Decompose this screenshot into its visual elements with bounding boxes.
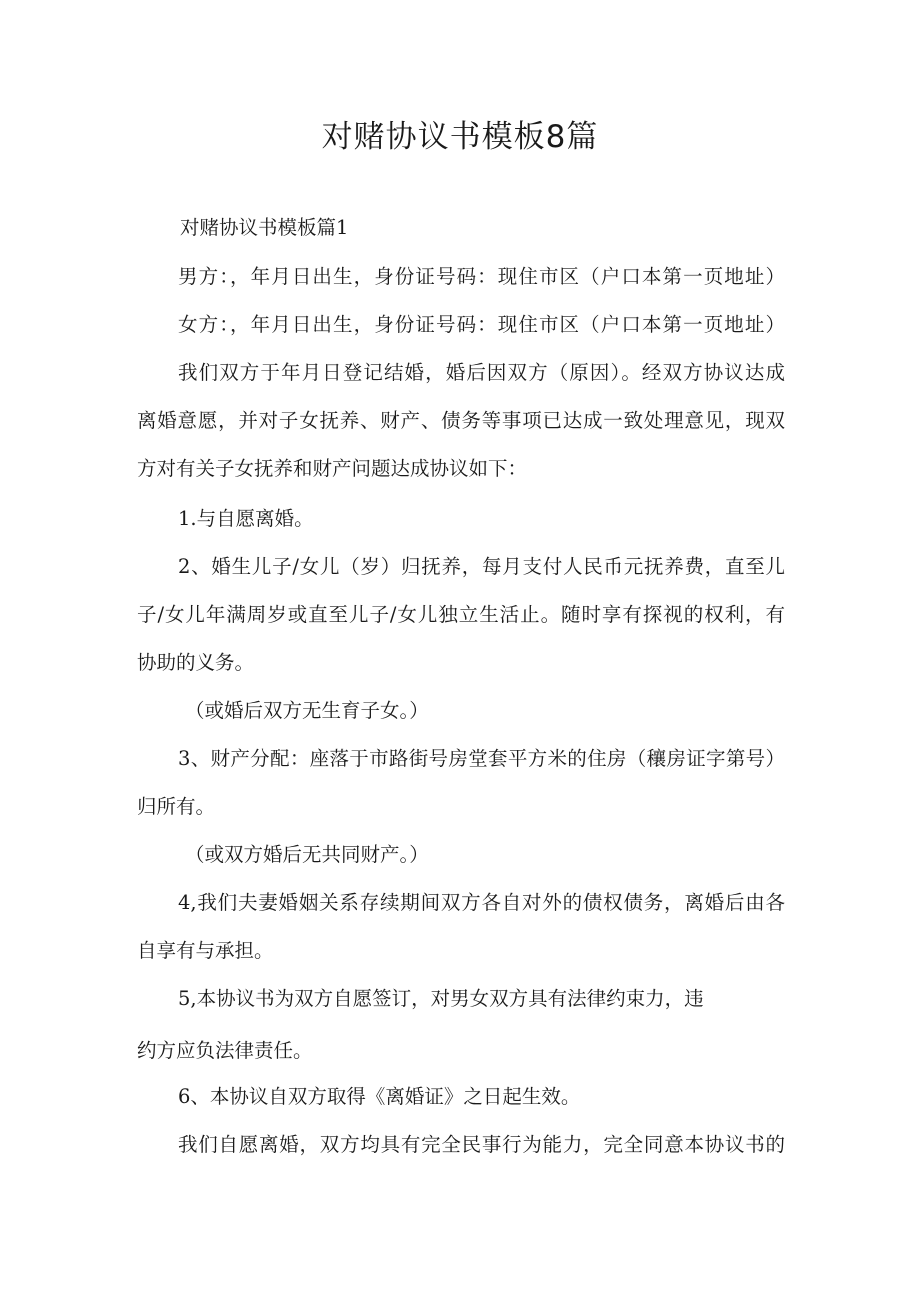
section-heading: 对赌协议书模板篇1: [180, 216, 349, 239]
paragraph-line: 我们自愿离婚，双方均具有完全民事行为能力，完全同意本协议书的: [178, 1133, 785, 1156]
clause-4: 4,我们夫妻婚姻关系存续期间双方各自对外的债权债务，离婚后由各: [178, 891, 785, 914]
paragraph-line: 约方应负法律责任。: [137, 1039, 313, 1062]
female-party-line: 女方：，年月日出生，身份证号码：现住市区（户口本第一页地址）: [178, 313, 785, 336]
document-title: 对赌协议书模板8篇: [321, 119, 599, 155]
parenthetical-note: （或婚后双方无生育子女。）: [185, 699, 429, 722]
paragraph-line: 子/女儿年满周岁或直至儿子/女儿独立生活止。随时享有探视的权利，有: [137, 603, 785, 626]
male-party-line: 男方：，年月日出生，身份证号码：现住市区（户口本第一页地址）: [178, 265, 785, 288]
paragraph-line: 协助的义务。: [137, 651, 255, 674]
clause-1: 1.与自愿离婚。: [178, 507, 314, 530]
paragraph-line: 我们双方于年月日登记结婚，婚后因双方（原因）。经双方协议达成: [178, 361, 785, 384]
paragraph-line: 离婚意愿，并对子女抚养、财产、债务等事项已达成一致处理意见，现双: [137, 409, 785, 432]
clause-3: 3、财产分配：座落于市路街号房堂套平方米的住房（穰房证字第号）: [178, 747, 785, 770]
paragraph-line: 自享有与承担。: [137, 939, 274, 962]
clause-5: 5,本协议书为双方自愿签订，对男女双方具有法律约束力，违: [178, 987, 704, 1010]
parenthetical-note: （或双方婚后无共同财产。）: [185, 843, 429, 866]
clause-2: 2、婚生儿子/女儿（岁）归抚养，每月支付人民币元抚养费，直至儿: [178, 555, 785, 578]
clause-6: 6、本协议自双方取得《离婚证》之日起生效。: [178, 1085, 581, 1108]
paragraph-line: 方对有关子女抚养和财产问题达成协议如下：: [137, 457, 528, 480]
paragraph-line: 归所有。: [137, 795, 216, 818]
